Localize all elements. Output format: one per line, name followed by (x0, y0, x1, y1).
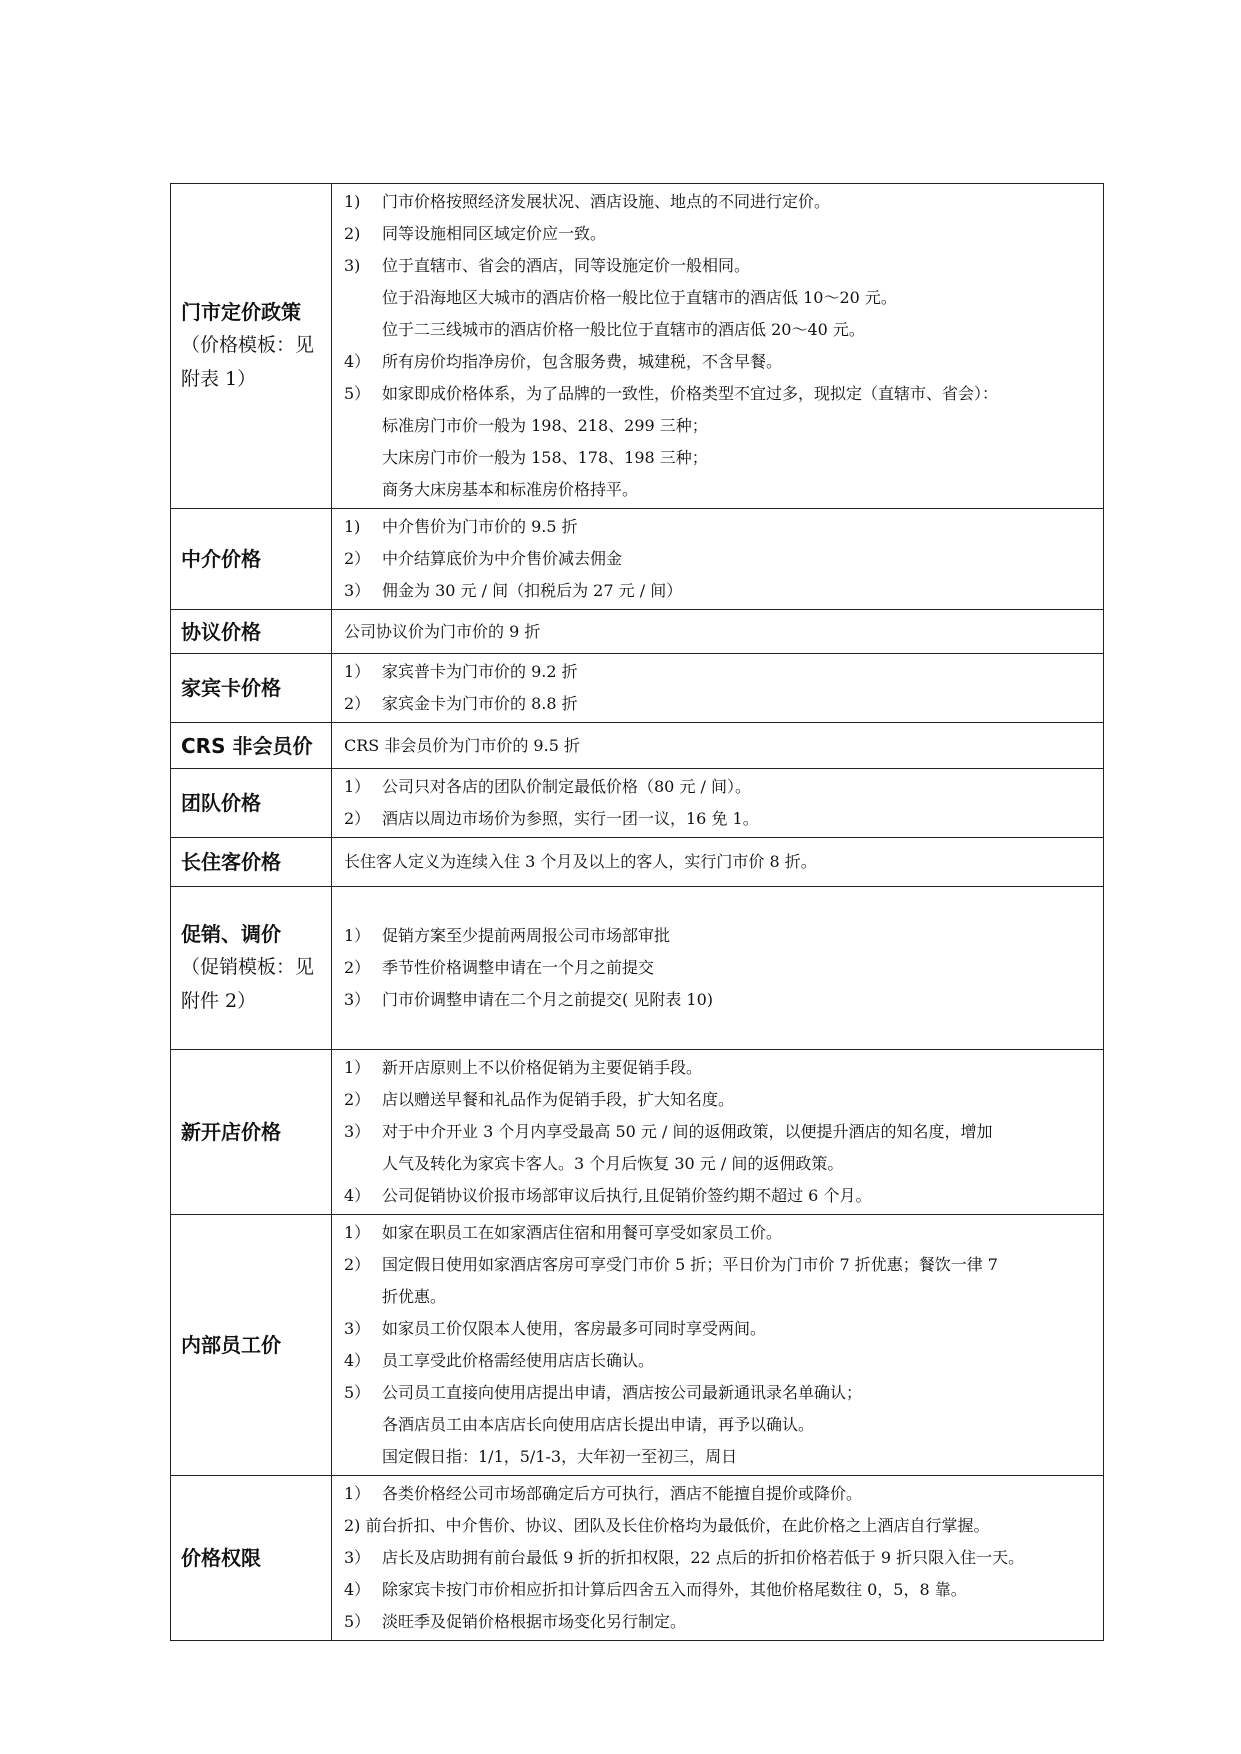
item-number: 2） (344, 694, 371, 713)
item-number: 1） (344, 662, 371, 681)
item-text: 所有房价均指净房价，包含服务费，城建税，不含早餐。 (382, 352, 783, 371)
item-number: 5） (344, 1383, 371, 1402)
list-item (344, 846, 1097, 878)
list-item (344, 511, 1097, 543)
row-label-cell (171, 838, 332, 887)
table-row (171, 509, 1104, 610)
list-item (344, 1377, 1097, 1409)
row-label-cell (171, 769, 332, 838)
item-text: 促销方案至少提前两周报公司市场部审批 (382, 926, 671, 945)
list-item (344, 575, 1097, 607)
item-text: 如家在职员工在如家酒店住宿和用餐可享受如家员工价。 (382, 1223, 783, 1242)
item-text: 标准房门市价一般为 198、218、299 三种； (382, 416, 708, 435)
item-text: 如家员工价仅限本人使用，客房最多可同时享受两间。 (382, 1319, 767, 1338)
row-content-cell (332, 838, 1104, 887)
list-item (344, 771, 1097, 803)
item-number: 5） (344, 1612, 371, 1631)
list-item (344, 378, 1097, 410)
item-text: 如家即成价格体系，为了品牌的一致性，价格类型不宜过多，现拟定（直辖市、省会）： (382, 384, 999, 403)
row-label: 中介价格 (181, 547, 261, 571)
item-text: 佣金为 30 元 / 间（扣税后为 27 元 / 间） (382, 581, 683, 600)
table-row (171, 1050, 1104, 1215)
table-row (171, 838, 1104, 887)
row-label-cell (171, 1050, 332, 1215)
item-number: 1） (344, 1484, 371, 1503)
list-item (344, 656, 1097, 688)
item-text: 对于中介开业 3 个月内享受最高 50 元 / 间的返佣政策，以便提升酒店的知名度，增加 (382, 1122, 993, 1141)
item-number: 2） (344, 958, 371, 977)
list-item (344, 920, 1097, 952)
table-row (171, 1215, 1104, 1476)
item-text: 店长及店助拥有前台最低 9 折的折扣权限，22 点后的折扣价格若低于 9 折只限入住一天。 (382, 1548, 1025, 1567)
table-row (171, 654, 1104, 723)
row-label-cell (171, 184, 332, 509)
list-item (344, 1313, 1097, 1345)
row-label: 团队价格 (181, 791, 261, 815)
item-number: 1) (344, 192, 361, 211)
table-row (171, 184, 1104, 509)
item-number: 2) (344, 224, 361, 243)
list-item (344, 346, 1097, 378)
item-number: 3) (344, 256, 361, 275)
list-item (344, 1249, 1097, 1281)
list-item (344, 688, 1097, 720)
item-number: 4） (344, 1580, 371, 1599)
item-text: 淡旺季及促销价格根据市场变化另行制定。 (382, 1612, 687, 1631)
item-number: 3） (344, 1548, 371, 1567)
list-item (344, 1345, 1097, 1377)
list-item (344, 984, 1097, 1016)
item-number: 1） (344, 1223, 371, 1242)
row-content-cell (332, 1215, 1104, 1476)
item-text: CRS 非会员价为门市价的 9.5 折 (344, 735, 580, 755)
item-text: 国定假日使用如家酒店客房可享受门市价 5 折；平日价为门市价 7 折优惠；餐饮一律 7 (382, 1255, 998, 1274)
list-item (344, 1574, 1097, 1606)
item-number: 3） (344, 990, 371, 1009)
row-label: 促销、调价 (181, 922, 281, 946)
row-label: 家宾卡价格 (181, 676, 281, 700)
row-label-cell (171, 1476, 332, 1641)
list-item-continuation (344, 410, 1097, 442)
item-text: 各类价格经公司市场部确定后方可执行，酒店不能擅自提价或降价。 (382, 1484, 863, 1503)
row-label-note: （促销模板：见附件 2） (181, 956, 315, 1012)
row-content-cell (332, 654, 1104, 723)
item-text: 季节性价格调整申请在一个月之前提交 (382, 958, 655, 977)
list-item (344, 1217, 1097, 1249)
table-row (171, 723, 1104, 769)
item-text: 大床房门市价一般为 158、178、198 三种； (382, 448, 708, 467)
row-label: 门市定价政策 (181, 300, 301, 324)
list-item (344, 803, 1097, 835)
row-content-cell (332, 1050, 1104, 1215)
item-number: 3） (344, 1122, 371, 1141)
list-item (344, 1542, 1097, 1574)
item-text: 除家宾卡按门市价相应折扣计算后四舍五入而得外，其他价格尾数往 0，5，8 靠。 (382, 1580, 967, 1599)
row-label-note: （价格模板：见附表 1） (181, 334, 315, 390)
item-text: 各酒店员工由本店店长向使用店店长提出申请，再予以确认。 (382, 1415, 815, 1434)
item-text: 酒店以周边市场价为参照，实行一团一议，16 免 1。 (382, 809, 759, 828)
item-number: 3） (344, 581, 371, 600)
item-text: 国定假日指：1/1，5/1-3，大年初一至初三，周日 (382, 1447, 738, 1466)
row-label: 长住客价格 (181, 850, 281, 874)
list-item (344, 543, 1097, 575)
row-content-cell (332, 184, 1104, 509)
list-item (344, 1052, 1097, 1084)
item-number: 1） (344, 777, 371, 796)
row-content-cell (332, 1476, 1104, 1641)
item-text: 员工享受此价格需经使用店店长确认。 (382, 1351, 655, 1370)
list-item-continuation (344, 1409, 1097, 1441)
row-content-cell (332, 509, 1104, 610)
row-label-cell (171, 610, 332, 654)
row-label-cell (171, 654, 332, 723)
item-number: 4） (344, 1351, 371, 1370)
item-text: 折优惠。 (382, 1287, 447, 1306)
row-label-cell (171, 509, 332, 610)
item-text: 商务大床房基本和标准房价格持平。 (382, 480, 639, 499)
item-number: 1） (344, 926, 371, 945)
item-text: 2) 前台折扣、中介售价、协议、团队及长住价格均为最低价，在此价格之上酒店自行掌握。 (344, 1516, 990, 1535)
item-number: 2） (344, 1090, 371, 1109)
item-number: 4） (344, 352, 371, 371)
list-item (344, 186, 1097, 218)
list-item-continuation (344, 314, 1097, 346)
row-content-cell (332, 723, 1104, 769)
row-label-cell (171, 1215, 332, 1476)
item-number: 2） (344, 549, 371, 568)
list-item (344, 218, 1097, 250)
list-item-continuation (344, 442, 1097, 474)
item-text: 中介结算底价为中介售价减去佣金 (382, 549, 623, 568)
row-label: 协议价格 (181, 619, 261, 644)
item-number: 3） (344, 1319, 371, 1338)
list-item (344, 1116, 1097, 1148)
row-label: 新开店价格 (181, 1120, 281, 1144)
row-content-cell (332, 887, 1104, 1050)
list-item (344, 1510, 1097, 1542)
item-text: 人气及转化为家宾卡客人。3 个月后恢复 30 元 / 间的返佣政策。 (382, 1154, 844, 1173)
list-item (344, 730, 1097, 762)
item-text: 公司只对各店的团队价制定最低价格（80 元 / 间）。 (382, 777, 752, 796)
item-text: 位于二三线城市的酒店价格一般比位于直辖市的酒店低 20～40 元。 (382, 320, 865, 339)
item-text: 新开店原则上不以价格促销为主要促销手段。 (382, 1058, 703, 1077)
row-label: CRS 非会员价 (181, 733, 313, 758)
item-number: 2） (344, 809, 371, 828)
list-item (344, 952, 1097, 984)
pricing-policy-table (170, 183, 1104, 1641)
row-label: 内部员工价 (181, 1333, 281, 1357)
list-item (344, 1606, 1097, 1638)
list-item (344, 250, 1097, 282)
item-number: 5） (344, 384, 371, 403)
item-number: 1） (344, 1058, 371, 1077)
item-text: 公司促销协议价报市场部审议后执行,且促销价签约期不超过 6 个月。 (382, 1186, 872, 1205)
item-number: 4） (344, 1186, 371, 1205)
list-item (344, 616, 1097, 648)
item-text: 公司协议价为门市价的 9 折 (344, 621, 541, 641)
row-content-cell (332, 769, 1104, 838)
item-text: 位于沿海地区大城市的酒店价格一般比位于直辖市的酒店低 10～20 元。 (382, 288, 897, 307)
item-text: 中介售价为门市价的 9.5 折 (382, 517, 578, 536)
item-text: 家宾金卡为门市价的 8.8 折 (382, 694, 578, 713)
table-row (171, 769, 1104, 838)
table-row (171, 887, 1104, 1050)
item-text: 位于直辖市、省会的酒店，同等设施定价一般相同。 (382, 256, 751, 275)
item-number: 1) (344, 517, 361, 536)
item-text: 同等设施相同区域定价应一致。 (382, 224, 607, 243)
list-item-continuation (344, 1281, 1097, 1313)
item-text: 家宾普卡为门市价的 9.2 折 (382, 662, 578, 681)
item-text: 店以赠送早餐和礼品作为促销手段，扩大知名度。 (382, 1090, 735, 1109)
list-item-continuation (344, 474, 1097, 506)
row-content-cell (332, 610, 1104, 654)
item-text: 门市价格按照经济发展状况、酒店设施、地点的不同进行定价。 (382, 192, 831, 211)
item-text: 长住客人定义为连续入住 3 个月及以上的客人，实行门市价 8 折。 (344, 852, 817, 871)
list-item (344, 1180, 1097, 1212)
item-text: 公司员工直接向使用店提出申请，酒店按公司最新通讯录名单确认； (382, 1383, 863, 1402)
table-row (171, 1476, 1104, 1641)
row-label-cell (171, 887, 332, 1050)
list-item-continuation (344, 1148, 1097, 1180)
item-number: 2） (344, 1255, 371, 1274)
table-row (171, 610, 1104, 654)
list-item-continuation (344, 282, 1097, 314)
row-label: 价格权限 (181, 1546, 261, 1570)
list-item-continuation (344, 1441, 1097, 1473)
row-label-cell (171, 723, 332, 769)
list-item (344, 1084, 1097, 1116)
item-text: 门市价调整申请在二个月之前提交( 见附表 10) (382, 990, 714, 1009)
list-item (344, 1478, 1097, 1510)
